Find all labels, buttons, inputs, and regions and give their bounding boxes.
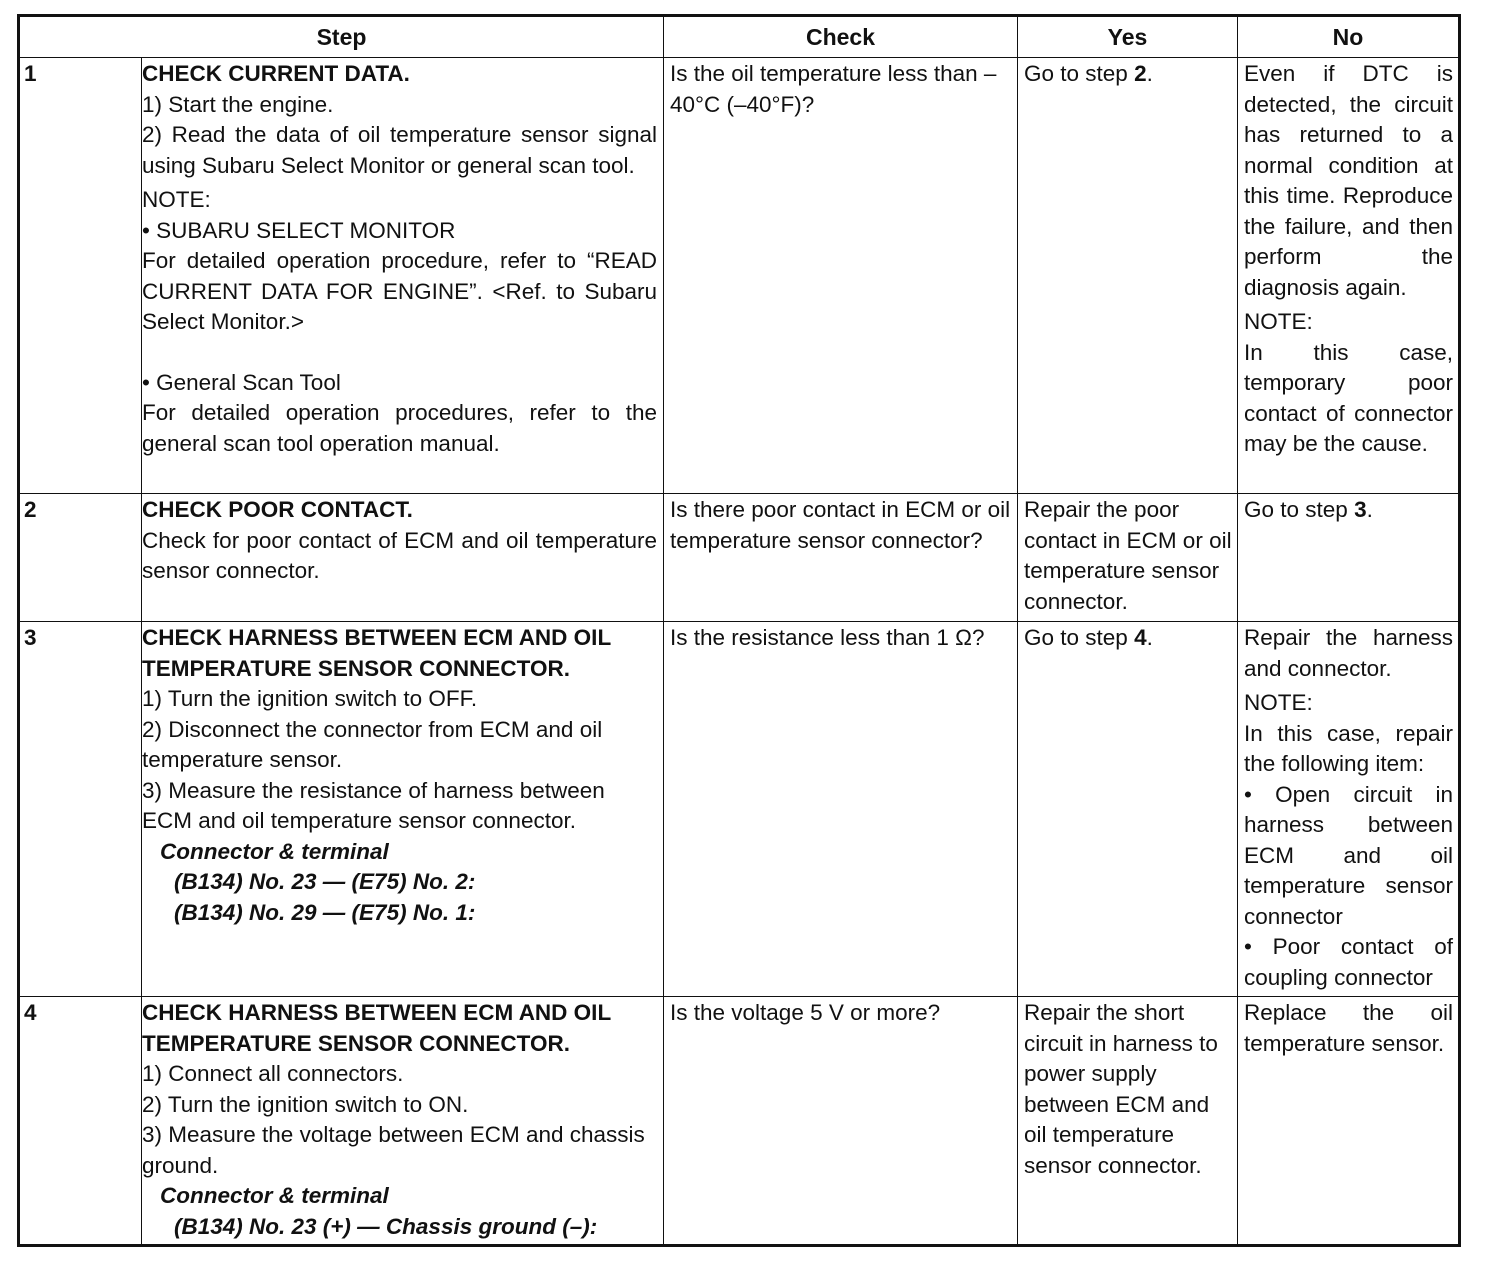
step-description — [142, 997, 664, 1246]
step-number: 2 — [19, 494, 142, 622]
no-cell — [1238, 622, 1460, 997]
step-title: CHECK POOR CONTACT. — [142, 497, 413, 522]
no-text: Repair the harness and connector. — [1244, 625, 1453, 681]
step-line: 3) Measure the resistance of harness between ECM and oil temperature sensor connector. — [142, 777, 605, 833]
table-row — [19, 622, 1460, 997]
step-line: 2) Disconnect the connector from ECM and oil temperature sensor. — [142, 716, 603, 772]
check-cell: Is the resistance less than 1 Ω? — [664, 622, 1018, 997]
no-cell — [1238, 494, 1460, 622]
no-prefix: Go to step — [1244, 497, 1355, 522]
yes-suffix: . — [1146, 625, 1153, 650]
no-cell: Replace the oil temperature sensor. — [1238, 997, 1460, 1246]
check-cell: Is the oil temperature less than –40°C (–40°F)? — [664, 58, 1018, 494]
no-cell — [1238, 58, 1460, 494]
step-line: 1) Connect all connectors. — [142, 1061, 404, 1086]
check-cell: Is there poor contact in ECM or oil temperature sensor connector? — [664, 494, 1018, 622]
step-number: 4 — [19, 997, 142, 1246]
no-note-text: In this case, temporary poor contact of connector may be the cause. — [1244, 339, 1453, 456]
step-line: 2) Turn the ignition switch to ON. — [142, 1091, 469, 1117]
step-number: 1 — [19, 58, 142, 494]
yes-cell — [1018, 622, 1238, 997]
table-row — [19, 494, 1460, 622]
connector-label: Connector & terminal — [160, 838, 389, 864]
terminal-line: (B134) No. 29 — (E75) No. 1: — [174, 899, 476, 925]
diagnostic-table — [17, 14, 1461, 1247]
table-row — [19, 58, 1460, 494]
header-check: Check — [664, 16, 1018, 58]
note-label: NOTE: — [142, 187, 211, 212]
terminal-line: (B134) No. 23 — (E75) No. 2: — [174, 869, 476, 894]
table-row — [19, 997, 1460, 1246]
step-line: 1) Start the engine. — [142, 91, 334, 117]
header-yes: Yes — [1018, 16, 1238, 58]
note-line: For detailed operation procedure, refer to “READ CURRENT DATA FOR ENGINE”. <Ref. to Subaru Select Monitor.> — [142, 248, 657, 334]
step-line: 2) Read the data of oil temperature sensor signal using Subaru Select Monitor or general scan tool. — [142, 122, 657, 178]
no-note-label: NOTE: — [1244, 309, 1313, 334]
header-step: Step — [19, 16, 664, 58]
step-number: 3 — [19, 622, 142, 997]
yes-suffix: . — [1146, 61, 1153, 86]
step-line: 3) Measure the voltage between ECM and chassis ground. — [142, 1122, 645, 1178]
step-description — [142, 622, 664, 997]
step-line: Check for poor contact of ECM and oil temperature sensor connector. — [142, 527, 657, 583]
yes-step-ref: 2 — [1134, 61, 1147, 86]
yes-prefix: Go to step — [1024, 625, 1135, 650]
no-suffix: . — [1366, 497, 1373, 522]
step-description — [142, 58, 664, 494]
yes-prefix: Go to step — [1024, 61, 1135, 86]
no-note-label: NOTE: — [1244, 690, 1313, 715]
yes-cell — [1018, 58, 1238, 494]
step-title: CHECK CURRENT DATA. — [142, 61, 410, 86]
note-line: For detailed operation procedures, refer to the general scan tool operation manual. — [142, 400, 657, 456]
note-line: • SUBARU SELECT MONITOR — [142, 217, 456, 243]
no-note-text: In this case, repair the following item: — [1244, 720, 1453, 776]
check-cell: Is the voltage 5 V or more? — [664, 997, 1018, 1246]
header-row — [19, 16, 1460, 58]
step-title: CHECK HARNESS BETWEEN ECM AND OIL TEMPERATURE SENSOR CONNECTOR. — [142, 1000, 611, 1056]
no-step-ref: 3 — [1354, 497, 1367, 522]
yes-cell: Repair the poor contact in ECM or oil temperature sensor connector. — [1018, 494, 1238, 622]
step-description — [142, 494, 664, 622]
no-text: Even if DTC is detected, the circuit has returned to a normal condition at this time. Reproduce the failure, and then perform the diagnosis again. — [1244, 61, 1453, 300]
note-line: • General Scan Tool — [142, 369, 341, 395]
yes-step-ref: 4 — [1134, 625, 1147, 650]
no-item: • Poor contact of coupling connector — [1244, 934, 1453, 990]
terminal-line: (B134) No. 23 (+) — Chassis ground (–): — [174, 1213, 598, 1239]
no-item: • Open circuit in harness between ECM and oil temperature sensor connector — [1244, 781, 1453, 929]
step-title: CHECK HARNESS BETWEEN ECM AND OIL TEMPERATURE SENSOR CONNECTOR. — [142, 625, 611, 681]
yes-cell: Repair the short circuit in harness to power supply between ECM and oil temperature sensor connector. — [1018, 997, 1238, 1246]
step-line: 1) Turn the ignition switch to OFF. — [142, 686, 478, 711]
connector-label: Connector & terminal — [160, 1183, 389, 1208]
header-no: No — [1238, 16, 1460, 58]
